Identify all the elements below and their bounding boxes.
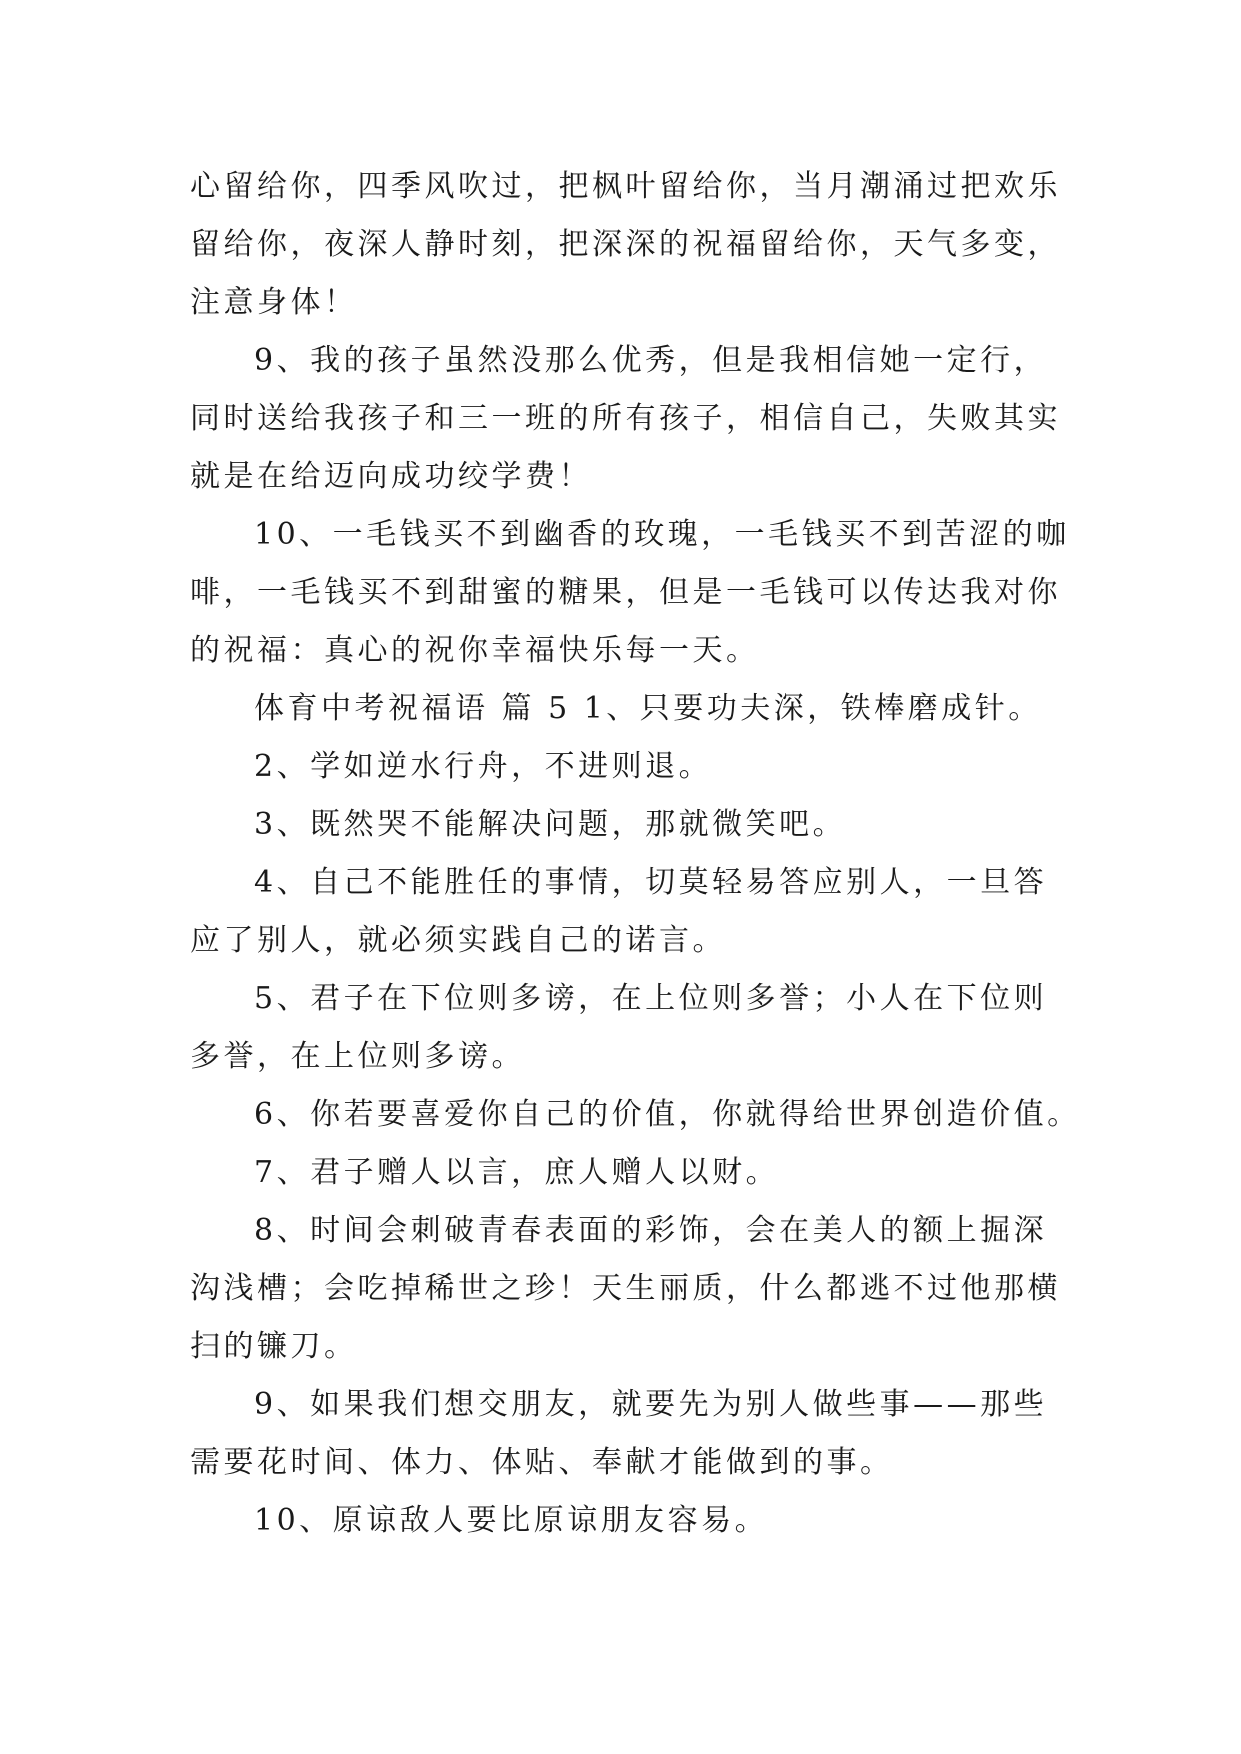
text-line: 注意身体！ — [190, 285, 358, 320]
paragraph-p-cont-8 — [190, 158, 1070, 332]
text-line: 多誉，在上位则多谤。 — [190, 1039, 525, 1074]
text-line: 留给你，夜深人静时刻，把深深的祝福留给你，天气多变， — [190, 227, 1061, 262]
text-line: 10、原谅敌人要比原谅朋友容易。 — [254, 1503, 769, 1538]
paragraph-p-s5-6 — [190, 1086, 1081, 1144]
paragraph-p-s5-5 — [190, 970, 1070, 1086]
text-line: 应了别人，就必须实践自己的诺言。 — [190, 923, 726, 958]
text-line: 10、一毛钱买不到幽香的玫瑰，一毛钱买不到苦涩的咖 — [254, 517, 1070, 552]
paragraph-p-s5-9 — [190, 1376, 1070, 1492]
text-line: 同时送给我孩子和三一班的所有孩子，相信自己，失败其实 — [190, 401, 1061, 436]
text-line: 8、时间会刺破青春表面的彩饰，会在美人的额上掘深 — [254, 1213, 1048, 1248]
paragraph-p-section5-1 — [190, 680, 1070, 738]
paragraph-p-s5-4 — [190, 854, 1070, 970]
text-line: 5、君子在下位则多谤，在上位则多誉；小人在下位则 — [254, 981, 1048, 1016]
text-line: 体育中考祝福语 篇 5 1、只要功夫深，铁棒磨成针。 — [254, 691, 1042, 726]
text-line: 需要花时间、体力、体贴、奉献才能做到的事。 — [190, 1445, 894, 1480]
paragraph-p-s5-10 — [190, 1492, 1070, 1550]
paragraph-p-10 — [190, 506, 1070, 680]
text-line: 3、既然哭不能解决问题，那就微笑吧。 — [254, 807, 847, 842]
paragraph-p-s5-7 — [190, 1144, 1070, 1202]
text-line: 9、如果我们想交朋友，就要先为别人做些事——那些 — [254, 1387, 1048, 1422]
paragraph-p-s5-3 — [190, 796, 1070, 854]
paragraph-p-s5-8 — [190, 1202, 1070, 1376]
text-line: 心留给你，四季风吹过，把枫叶留给你，当月潮涌过把欢乐 — [190, 169, 1061, 204]
text-line: 啡，一毛钱买不到甜蜜的糖果，但是一毛钱可以传达我对你 — [190, 575, 1061, 610]
document-body — [190, 158, 1081, 1550]
text-line: 7、君子赠人以言，庶人赠人以财。 — [254, 1155, 780, 1190]
text-line: 2、学如逆水行舟，不进则退。 — [254, 749, 713, 784]
text-line: 沟浅槽；会吃掉稀世之珍！天生丽质，什么都逃不过他那横 — [190, 1271, 1061, 1306]
paragraph-p-9 — [190, 332, 1070, 506]
text-line: 4、自己不能胜任的事情，切莫轻易答应别人，一旦答 — [254, 865, 1048, 900]
text-line: 6、你若要喜爱你自己的价值，你就得给世界创造价值。 — [254, 1097, 1081, 1132]
text-line: 就是在给迈向成功绞学费！ — [190, 459, 592, 494]
text-line: 的祝福：真心的祝你幸福快乐每一天。 — [190, 633, 760, 668]
paragraph-p-s5-2 — [190, 738, 1070, 796]
text-line: 9、我的孩子虽然没那么优秀，但是我相信她一定行， — [254, 343, 1048, 378]
text-line: 扫的镰刀。 — [190, 1329, 358, 1364]
